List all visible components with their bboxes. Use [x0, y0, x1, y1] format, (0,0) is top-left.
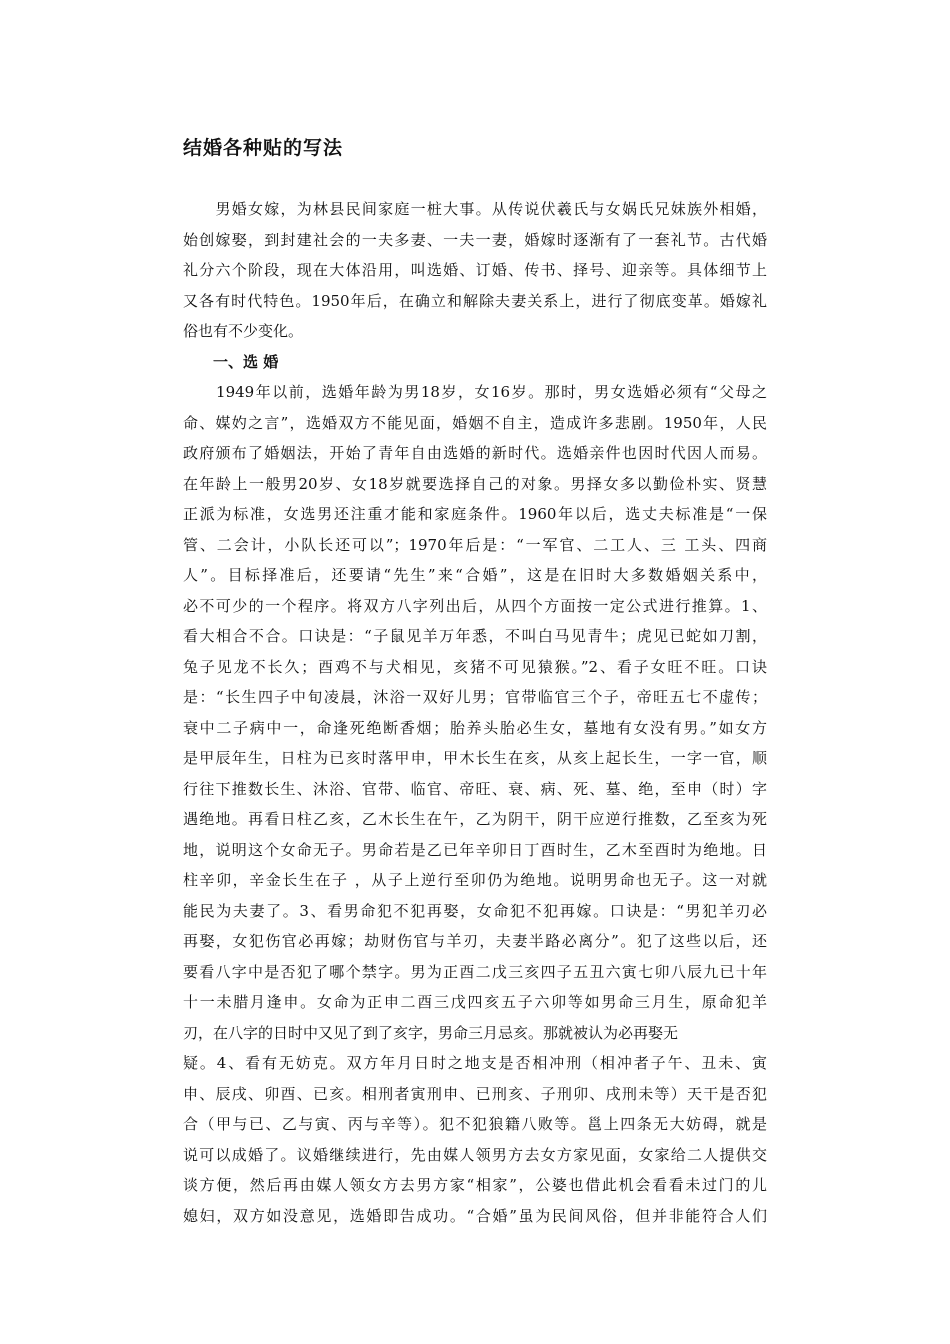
document-body: [183, 194, 767, 1231]
section-heading: 一、选 婚: [183, 352, 279, 371]
text-line: 行往下推数长生、沐浴、官带、临官、帝旺、衰、病、死、墓、绝，至申（时）字: [183, 779, 767, 798]
text-line: 遇绝地。再看日柱乙亥，乙木长生在午，乙为阴干，阴干应逆行推数，乙至亥为死: [183, 810, 767, 828]
text-line: 谈方便，然后再由媒人领女方去男方家“相家”，公婆也借此机会看看未过门的儿: [183, 1176, 767, 1194]
text-line: 礼分六个阶段，现在大体沿用，叫选婚、订婚、传书、择号、迎亲等。具体细节上: [183, 261, 767, 279]
text-line: 1949年以前，选婚年龄为男18岁，女16岁。那时，男女选婚必须有“父母之: [183, 383, 767, 401]
text-line: 男婚女嫁，为林县民间家庭一桩大事。从传说伏羲氏与女娲氏兄妹族外相婚，: [183, 200, 767, 218]
text-line: 管、二会计，小队长还可以”；1970年后是：“一军官、二工人、三 工头、四商: [183, 535, 767, 554]
text-line: 人”。目标择准后，还要请“先生”来“合婚”，这是在旧时大多数婚姻关系中，: [183, 566, 767, 584]
text-line: 是甲辰年生，日柱为已亥时落甲申，甲木长生在亥，从亥上起长生，一字一官，顺: [183, 749, 767, 767]
text-line: 媳妇，双方如没意见，选婚即告成功。“合婚”虽为民间风俗，但并非能符合人们: [183, 1206, 767, 1225]
text-line: 衰中二子病中一，命逢死绝断香烟；胎养头胎必生女，墓地有女没有男。”如女方: [183, 718, 767, 737]
text-line: 十一未腊月逢申。女命为正申二酉三戊四亥五子六卯等如男命三月生，原命犯羊: [183, 993, 767, 1011]
document-title: 结婚各种贴的写法: [183, 137, 344, 159]
text-line: 在年龄上一般男20岁、女18岁就要选择自己的对象。男择女多以勤俭朴实、贤慧: [183, 474, 767, 493]
text-line: 是：“长生四子中旬凌晨，沐浴一双好儿男；官带临官三个子，帝旺五七不虚传；: [183, 688, 767, 706]
text-line: 能民为夫妻了。3、看男命犯不犯再娶，女命犯不犯再嫁。口诀是：“男犯羊刃必: [183, 901, 767, 920]
text-line: 兔子见龙不长久；酉鸡不与犬相见，亥猪不可见猿猴。”2、看子女旺不旺。口诀: [183, 657, 767, 676]
text-line: 始创嫁娶，到封建社会的一夫多妻、一夫一妻，婚嫁时逐渐有了一套礼节。古代婚: [183, 230, 767, 249]
text-line: 疑。4、看有无妨克。双方年月日时之地支是否相冲刑（相冲者子午、丑未、寅: [183, 1054, 767, 1072]
text-line: 要看八字中是否犯了哪个禁字。男为正酉二戊三亥四子五丑六寅七卯八辰九已十年: [183, 962, 767, 981]
section-paragraph: [183, 377, 767, 1231]
text-line: 又各有时代特色。1950年后，在确立和解除夫妻关系上，进行了彻底变革。婚嫁礼: [183, 291, 767, 310]
text-line: 再娶，女犯伤官必再嫁；劫财伤官与羊刃，夫妻半路必离分”。犯了这些以后，还: [183, 932, 767, 950]
text-line: 柱辛卯，辛金长生在子 ，从子上逆行至卯仍为绝地。说明男命也无子。这一对就: [183, 871, 767, 889]
intro-paragraph: [183, 194, 767, 347]
text-line: 说可以成婚了。议婚继续进行，先由媒人领男方去女方家见面，女家给二人提供交: [183, 1145, 767, 1164]
text-line: 申、辰戌、卯酉、已亥。相刑者寅刑申、已刑亥、子刑卯、戌刑未等）天干是否犯: [183, 1084, 767, 1103]
text-line: 政府颁布了婚姻法，开始了青年自由选婚的新时代。选婚亲件也因时代因人而易。: [183, 444, 767, 462]
text-line: 合（甲与已、乙与寅、丙与辛等）。犯不犯狼籍八败等。邕上四条无大妨碍，就是: [183, 1115, 767, 1133]
text-line: 刃，在八字的日时中又见了到了亥字，男命三月忌亥。那就被认为必再娶无: [183, 1023, 679, 1042]
text-line: 地，说明这个女命无子。男命若是乙已年辛卯日丁酉时生，乙木至酉时为绝地。日: [183, 840, 767, 859]
text-line: 命、媒妁之言”，选婚双方不能见面，婚姻不自主，造成许多悲剧。1950年，人民: [183, 413, 767, 432]
text-line: 正派为标准，女选男还注重才能和家庭条件。1960年以后，选丈夫标准是“一保: [183, 505, 767, 523]
text-line: 看大相合不合。口诀是：“子鼠见羊万年悉，不叫白马见青牛；虎见已蛇如刀割，: [183, 627, 767, 645]
text-line: 必不可少的一个程序。将双方八字列出后，从四个方面按一定公式进行推算。1、: [183, 596, 767, 615]
text-line: 俗也有不少变化。: [183, 322, 304, 340]
